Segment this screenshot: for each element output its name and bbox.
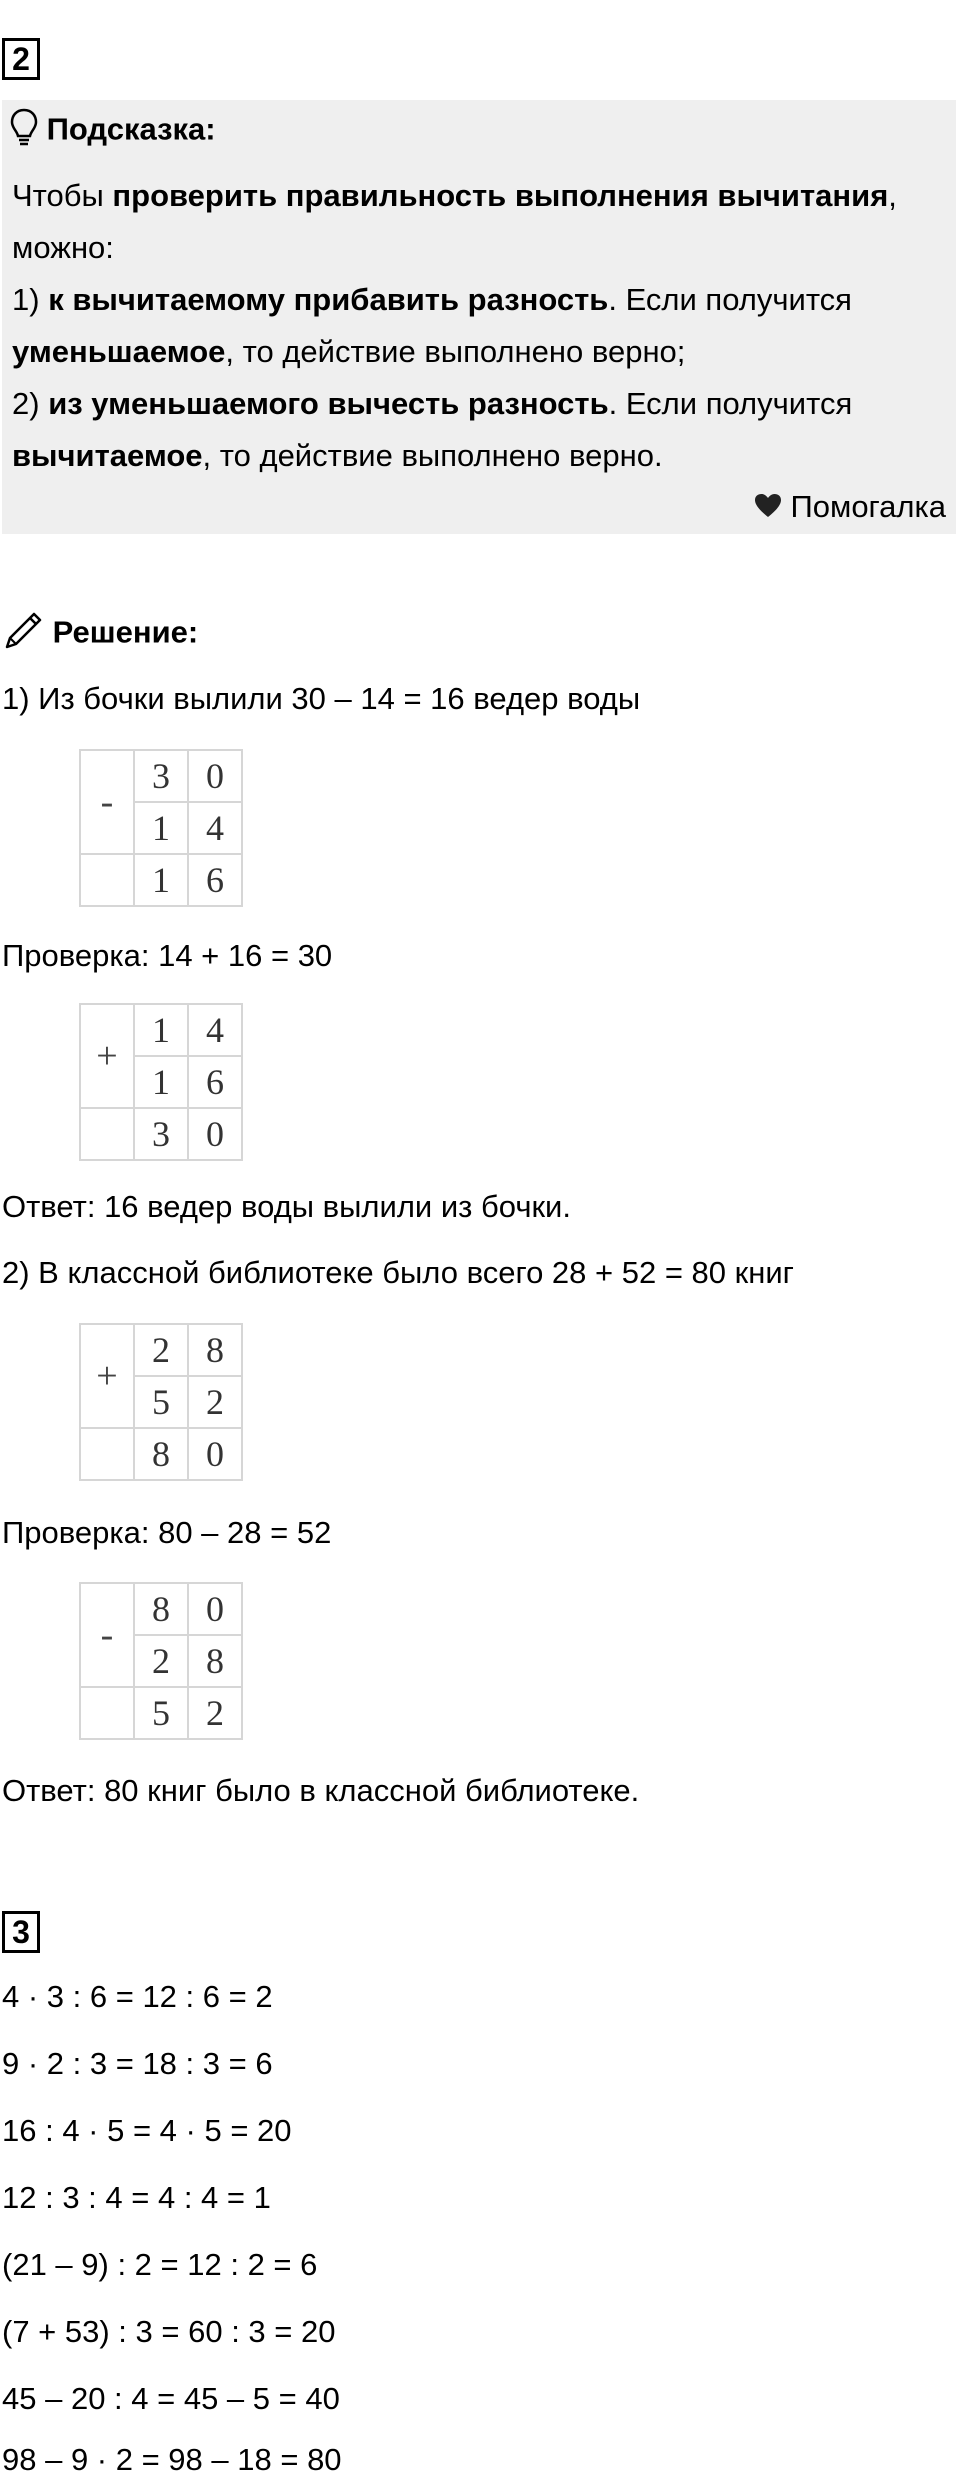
column-calc-4: [79, 1582, 243, 1740]
expression-line: (7 + 53) : 3 = 60 : 3 = 20: [2, 2314, 336, 2349]
calc-operator: +: [80, 1004, 134, 1108]
hint-text: ,: [888, 178, 897, 213]
check-1: Проверка: 14 + 16 = 30: [2, 938, 333, 973]
hint-text: . Если получится: [608, 282, 852, 317]
calc-empty-cell: [80, 1428, 134, 1480]
hint-text: , то действие выполнено верно;: [225, 334, 686, 369]
calc-digit: 2: [188, 1376, 242, 1428]
heart-icon: [754, 490, 782, 528]
answer-2: Ответ: 80 книг было в классной библиотеке.: [2, 1773, 640, 1808]
calc-digit: 8: [188, 1635, 242, 1687]
calc-operator: -: [80, 750, 134, 854]
calc-digit: 2: [134, 1635, 188, 1687]
hint-bold-text: из уменьшаемого вычесть разность: [48, 386, 609, 421]
task-number-2: 2: [2, 38, 40, 80]
answer-1: Ответ: 16 ведер воды вылили из бочки.: [2, 1189, 571, 1224]
calc-empty-cell: [80, 1687, 134, 1739]
calc-digit: 0: [188, 1583, 242, 1635]
calc-digit: 0: [188, 750, 242, 802]
hint-rule-1b: [12, 333, 685, 371]
calc-digit: 2: [134, 1324, 188, 1376]
pencil-icon: [4, 610, 44, 659]
calc-digit: 8: [188, 1324, 242, 1376]
calc-digit: 1: [134, 1056, 188, 1108]
expression-line: 4 · 3 : 6 = 12 : 6 = 2: [2, 1979, 273, 2014]
calc-empty-cell: [80, 854, 134, 906]
calc-result-digit: 3: [134, 1108, 188, 1160]
hint-text: , то действие выполнено верно.: [202, 438, 663, 473]
expression-line: 12 : 3 : 4 = 4 : 4 = 1: [2, 2180, 271, 2215]
lightbulb-icon: [10, 108, 38, 155]
solution-step-2: 2) В классной библиотеке было всего 28 + 52 = 80 книг: [2, 1255, 794, 1290]
calc-digit: 4: [188, 802, 242, 854]
calc-digit: 3: [134, 750, 188, 802]
hint-bold-text: вычитаемое: [12, 438, 203, 473]
credit-label: Помогалка: [790, 489, 946, 524]
calc-result-digit: 5: [134, 1687, 188, 1739]
hint-bold-text: уменьшаемое: [12, 334, 226, 369]
calc-digit: 6: [188, 1056, 242, 1108]
calc-digit: 5: [134, 1376, 188, 1428]
hint-rule-2: [12, 385, 852, 423]
hint-paragraph-1b: можно:: [12, 230, 114, 265]
hint-bold-text: к вычитаемому прибавить разность: [48, 282, 609, 317]
hint-rule-2b: [12, 437, 663, 475]
hint-text: Чтобы: [12, 178, 113, 213]
calc-result-digit: 0: [188, 1108, 242, 1160]
calc-operator: -: [80, 1583, 134, 1687]
column-calc-1: [79, 749, 243, 907]
hint-title: Подсказка:: [46, 111, 216, 147]
column-calc-3: [79, 1323, 243, 1481]
calc-result-digit: 8: [134, 1428, 188, 1480]
expression-line: (21 – 9) : 2 = 12 : 2 = 6: [2, 2247, 318, 2282]
expression-line: 9 · 2 : 3 = 18 : 3 = 6: [2, 2046, 273, 2081]
check-2: Проверка: 80 – 28 = 52: [2, 1515, 332, 1550]
calc-result-digit: 1: [134, 854, 188, 906]
hint-text: 2): [12, 386, 49, 421]
calc-digit: 4: [188, 1004, 242, 1056]
expression-line: 16 : 4 · 5 = 4 · 5 = 20: [2, 2113, 292, 2148]
hint-rule-1: [12, 281, 852, 319]
column-calc-2: [79, 1003, 243, 1161]
credit: [754, 488, 946, 528]
calc-empty-cell: [80, 1108, 134, 1160]
hint-bold-text: проверить правильность выполнения вычитания: [112, 178, 889, 213]
task-number-3: 3: [2, 1911, 40, 1953]
calc-operator: +: [80, 1324, 134, 1428]
calc-result-digit: 2: [188, 1687, 242, 1739]
calc-digit: 1: [134, 1004, 188, 1056]
solution-step-1: 1) Из бочки вылили 30 – 14 = 16 ведер воды: [2, 681, 641, 716]
calc-digit: 8: [134, 1583, 188, 1635]
hint-paragraph-1: [12, 177, 897, 215]
calc-result-digit: 6: [188, 854, 242, 906]
solution-header: [4, 610, 198, 652]
hint-header: [10, 108, 216, 148]
expression-line: 45 – 20 : 4 = 45 – 5 = 40: [2, 2381, 340, 2416]
calc-digit: 1: [134, 802, 188, 854]
solution-title: Решение:: [52, 614, 199, 650]
calc-result-digit: 0: [188, 1428, 242, 1480]
hint-text: 1): [12, 282, 49, 317]
expression-line: 98 – 9 · 2 = 98 – 18 = 80: [2, 2442, 342, 2477]
hint-text: . Если получится: [608, 386, 853, 421]
